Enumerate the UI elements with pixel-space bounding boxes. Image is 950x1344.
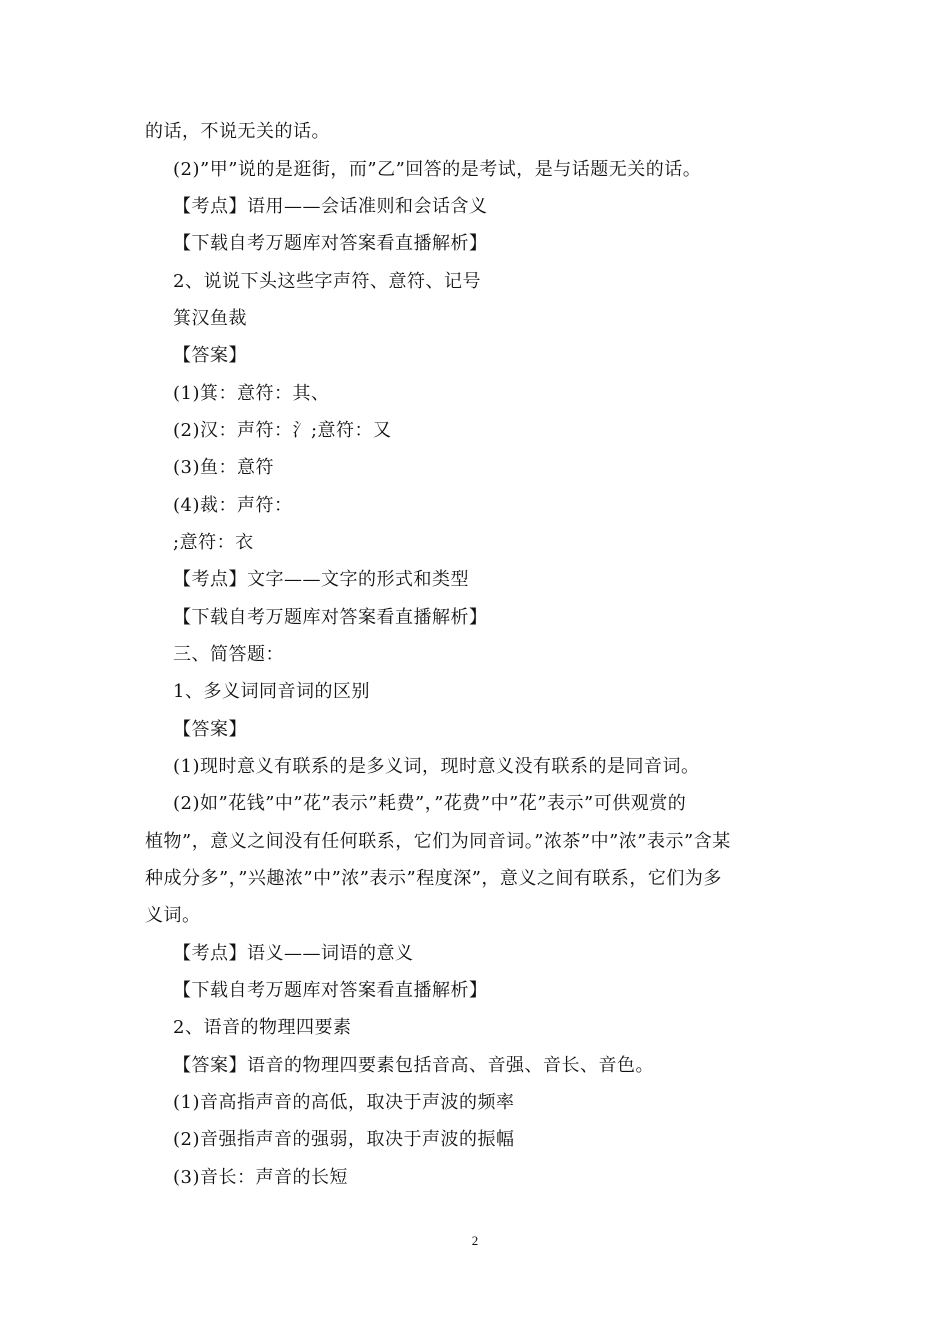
- text-line: 【下载自考万题库对答案看直播解析】: [173, 980, 488, 1001]
- text-line: (4)裁：声符：: [173, 495, 293, 516]
- text-line: 箕汉鱼裁: [173, 308, 247, 329]
- text-line: 1、多义词同音词的区别: [173, 681, 370, 702]
- page-number: 2: [471, 1233, 479, 1248]
- text-line: (3)鱼：意符: [173, 457, 274, 478]
- text-line: 【考点】语义——词语的意义: [173, 943, 414, 964]
- text-line: (1)音高指声音的高低，取决于声波的频率: [173, 1092, 515, 1113]
- text-line: 义词。: [145, 905, 201, 926]
- text-line: 三、简答题：: [173, 644, 284, 665]
- text-line: 2、说说下头这些字声符、意符、记号: [173, 271, 481, 292]
- text-line: (2)汉：声符：氵;意符：又: [173, 420, 392, 441]
- text-line: (1)现时意义有联系的是多义词，现时意义没有联系的是同音词。: [173, 756, 700, 777]
- text-line: 【答案】语音的物理四要素包括音高、音强、音长、音色。: [173, 1055, 654, 1076]
- text-line: ;意符：衣: [173, 532, 254, 553]
- text-line: 种成分多”，”兴趣浓”中”浓”表示”程度深”，意义之间有联系，它们为多: [145, 868, 722, 889]
- text-line: 【答案】: [173, 345, 247, 366]
- text-line: (2)音强指声音的强弱，取决于声波的振幅: [173, 1129, 515, 1150]
- text-line: (2)”甲”说的是逛街，而”乙”回答的是考试，是与话题无关的话。: [173, 159, 702, 180]
- text-line: 【考点】文字——文字的形式和类型: [173, 569, 469, 590]
- text-line: 【下载自考万题库对答案看直播解析】: [173, 607, 488, 628]
- text-line: (3)音长：声音的长短: [173, 1167, 348, 1188]
- text-line: 【下载自考万题库对答案看直播解析】: [173, 233, 488, 254]
- text-line: 植物”，意义之间没有任何联系，它们为同音词。”浓茶”中”浓”表示”含某: [145, 831, 731, 852]
- text-line: (1)箕：意符：其、: [173, 383, 330, 404]
- text-line: 【答案】: [173, 719, 247, 740]
- text-line: (2)如”花钱”中”花”表示”耗费”，”花费”中”花”表示”可供观赏的: [173, 793, 687, 814]
- text-line: 2、语音的物理四要素: [173, 1017, 352, 1038]
- text-line: 的话，不说无关的话。: [145, 121, 330, 142]
- text-line: 【考点】语用——会话准则和会话含义: [173, 196, 488, 217]
